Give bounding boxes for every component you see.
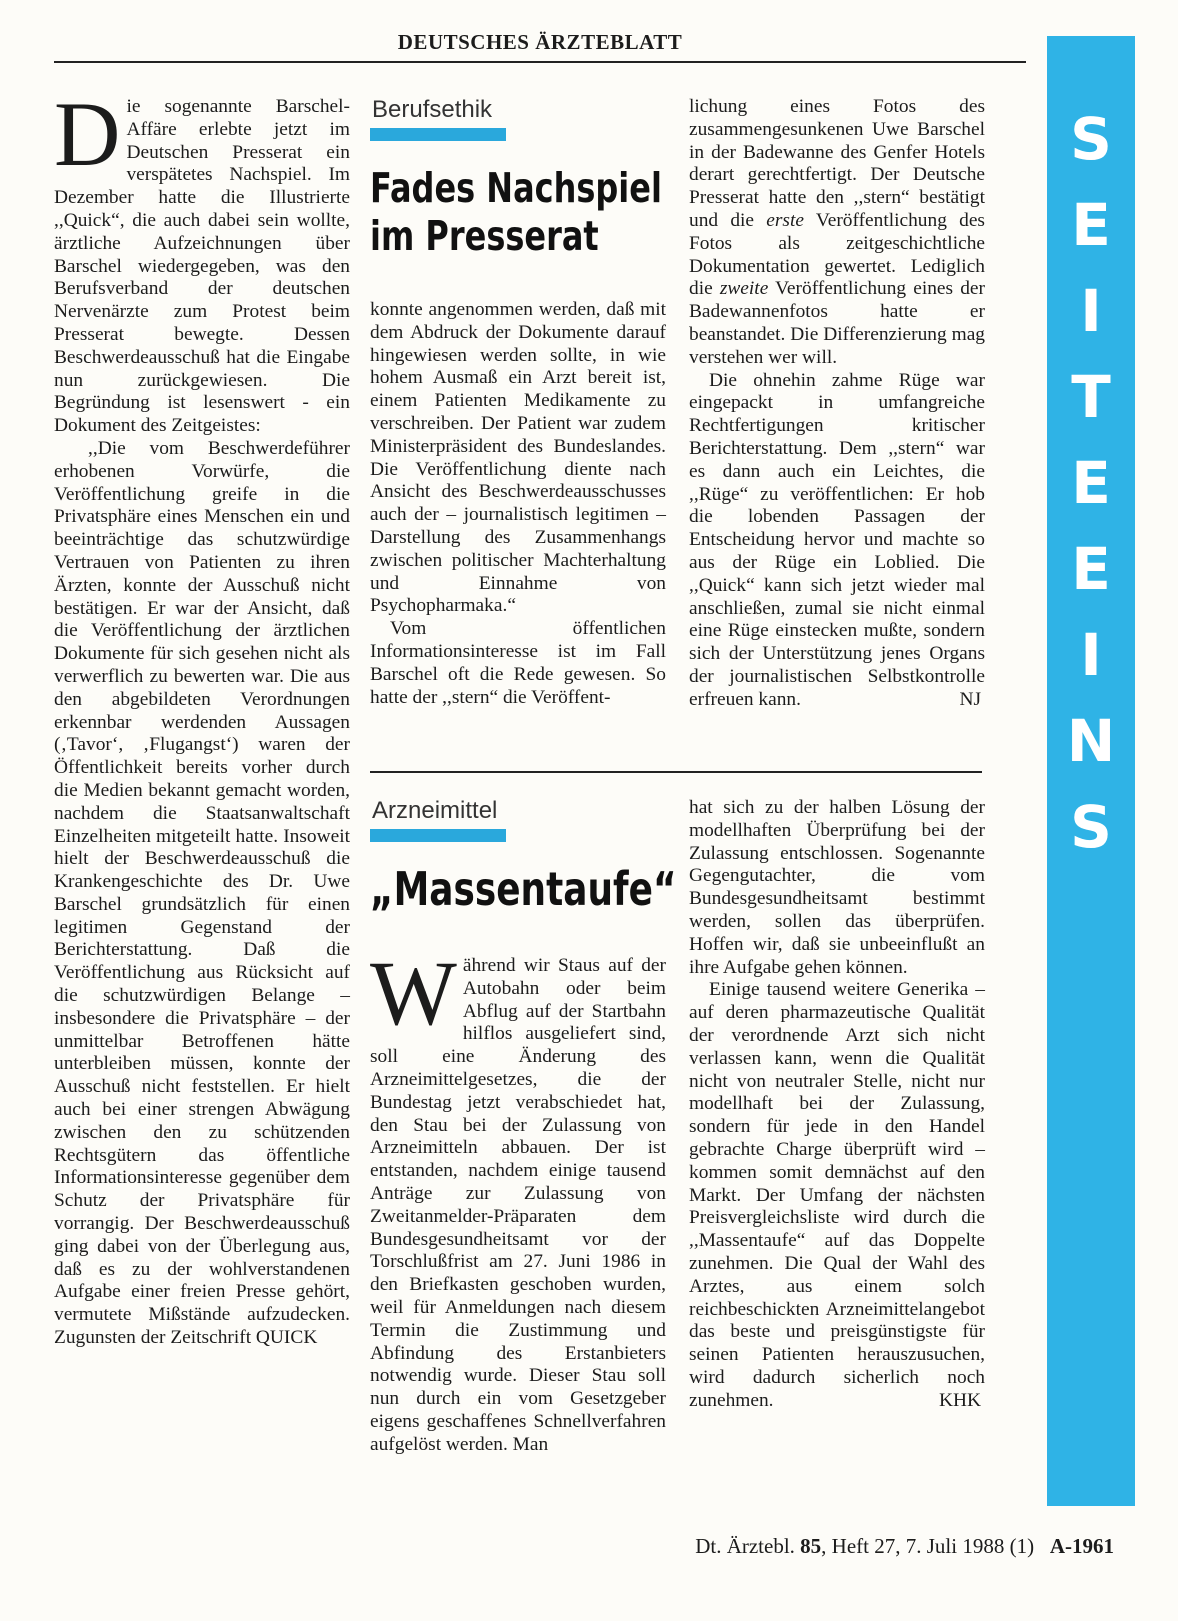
dropcap-d: D bbox=[54, 83, 121, 185]
sidebar-letter: S bbox=[1070, 105, 1112, 173]
article2-col3-paragraph1: hat sich zu der halben Lösung der modellhaften Überprüfung bei der Zulassung entschlossen. Sogenannte Gegengutachter, die vom Bundesgesundheitsamt bestimmt werden, sollen das überprüfen. Hoffen wir, daß sie unbeeinflußt an ihre Aufgabe gehen können. bbox=[689, 797, 985, 978]
section-bar-arzneimittel bbox=[370, 829, 506, 842]
section-bar-berufsethik bbox=[370, 128, 506, 141]
article1-col3-paragraph2 bbox=[689, 370, 985, 712]
col3-text-b: Veröffentlichung des Fotos als zeitgeschichtliche Dokumentation gewertet. Lediglich die bbox=[689, 209, 985, 300]
article1-column1 bbox=[54, 83, 350, 1350]
masthead: DEUTSCHES ÄRZTEBLATT bbox=[397, 30, 683, 54]
sidebar-letter: T bbox=[1071, 363, 1111, 431]
sidebar-lettering bbox=[1047, 96, 1135, 870]
article2-column2 bbox=[370, 942, 666, 1457]
article1-col2-paragraph1: konnte angenommen werden, daß mit dem Abdruck der Dokumente darauf hingewiesen werden sollte, in wie hohem Ausmaß ein Arzt bereit ist, einem Patienten Medikamente zu verschreiben. Der Patient war zudem Ministerpräsident des Bundeslandes. Die Veröffentlichung diente nach Ansicht des Beschwerdeausschusses auch der – journalistisch legitimen – Darstellung des Zusammenhangs zwischen politischer Machterhaltung und Einnahme von Psychopharmaka.“ bbox=[370, 299, 666, 617]
sidebar-letter: N bbox=[1066, 707, 1116, 775]
sidebar-letter: E bbox=[1071, 449, 1111, 517]
col3-emphasis-zweite: zweite bbox=[719, 278, 769, 300]
footer-volume: 85 bbox=[800, 1534, 822, 1558]
col3-emphasis-erste: erste bbox=[766, 209, 804, 231]
article1-col1-quote: ,,Die vom Beschwerdeführer erhobenen Vorwürfe, die Veröffentlichung greife in die Privatsphäre eines Menschen ein und beeinträchtige das schutzwürdige Vertrauen von Patienten zu ihren Ärzten, konnte der Ausschuß nicht bestätigen. Er war der Ansicht, daß die Veröffentlichung der ärztlichen Dokumente für sich gesehen nicht als verwerflich zu bewerten war. Die aus den abgebildeten Verordnungen erkennbar werdenden Aussagen (‚Tavor‘, ‚Flugangst‘) waren der Öffentlichkeit bereits vorher durch die Medien bekannt gemacht worden, nachdem die Staatsanwaltschaft Einzelheiten mitgeteilt hatte. Insoweit hielt der Beschwerdeausschuß die Krankengeschichte des Dr. Uwe Barschel grundsätzlich für einen legitimen Gegenstand der Berichterstattung. Daß die Veröffentlichung aus Rücksicht auf die schutzwürdigen Belange – insbesondere die Privatsphäre – der unmittelbar Betroffenen hätte unterbleiben müssen, konnte der Ausschuß nicht feststellen. Er hielt auch bei einer strengen Abwägung zwischen den zu schützenden Rechtsgütern das öffentliche Informationsinteresse gegenüber dem Schutz der Privatsphäre für vorrangig. Der Beschwerdeausschuß ging dabei von der Überlegung aus, daß es zu der wohlverstandenen Aufgabe einer freien Presse gehört, vermutete Mißstände aufzudecken. Zugunsten der Zeitschrift QUICK bbox=[54, 437, 350, 1349]
section-label-arzneimittel: Arzneimittel bbox=[372, 797, 498, 824]
col3-text-p2: Die ohnehin zahme Rüge war eingepackt in umfangreiche Rechtfertigungen kritischer Berichterstattung. Dem ,,stern“ war es dann auch ein Leichtes, die ,,Rüge“ zu veröffentlichen: Er hob die lobenden Passagen der Entscheidung hervor und machte so aus der Rüge ein Loblied. Die ,,Quick“ kann sich jetzt wieder mal anschließen, zumal sie nicht einmal eine Rüge einstecken mußte, sondern sich der Unterstützung jenes Organs der journalistischen Selbstkontrolle erfreuen kann. bbox=[689, 369, 985, 710]
article-divider bbox=[370, 771, 982, 773]
col3-text-c: Veröffentlichung eines der Badewannenfotos hatte er beanstandet. Die Differenzierung mag verstehen wer will. bbox=[689, 278, 985, 368]
article2-col3-text-p2: Einige tausend weitere Generika – auf deren pharmazeutische Qualität der verordnende Arzt sich nicht verlassen kann, wenn die Qualität nicht von neutraler Stelle, nicht nur modellhaft bei der Zulassung, sondern für jede in den Handel gebrachte Charge überprüft wird – kommen somit demnächst auf den Markt. Der Umfang der nächsten Preisvergleichsliste wird durch die ,,Massentaufe“ auf das Doppelte zunehmen. Die Qual der Wahl des Arztes, aus einem solch reichbeschickten Arzneimittelangebot das beste und preisgünstigste für seinen Patienten herauszusuchen, wird dadurch sicherlich noch zunehmen. bbox=[689, 979, 985, 1411]
signature-khk: KHK bbox=[938, 1389, 981, 1411]
article2-col2-paragraph1 bbox=[370, 942, 666, 1457]
footer-journal: Dt. Ärztebl. bbox=[695, 1534, 801, 1558]
article1-col1-paragraph1 bbox=[54, 83, 350, 438]
sidebar-letter: I bbox=[1080, 621, 1102, 689]
headline-line-2: im Presserat bbox=[370, 212, 599, 260]
sidebar-letter: E bbox=[1071, 535, 1111, 603]
dropcap-w: W bbox=[370, 942, 457, 1044]
headline-line-1: Fades Nachspiel bbox=[370, 164, 662, 212]
article1-col1-text1: ie sogenannte Barschel-Affäre erlebte jetzt im Deutschen Presserat ein verspätetes Nachspiel. Im Dezember hatte die Illustrierte ,,Quick“, die auch dabei sein wollte, ärztliche Aufzeichnungen über Barschel wiedergegeben, was den Berufsverband der deutschen Nervenärzte zum Protest beim Presserat bewegte. Dessen Beschwerdeausschuß hat die Eingabe nun zurückgewiesen. Die Begründung ist lesenswert - ein Dokument des Zeitgeistes: bbox=[54, 96, 350, 437]
seite-eins-sidebar bbox=[1047, 36, 1135, 1506]
article2-col3-paragraph2 bbox=[689, 979, 985, 1412]
footer-issue: , Heft 27, 7. Juli 1988 (1) bbox=[821, 1534, 1035, 1558]
article1-col2-paragraph2: Vom öffentlichen Informationsinteresse ist im Fall Barschel oft die Rede gewesen. So hatte der ,,stern“ die Veröffent- bbox=[370, 618, 666, 708]
headline-massentaufe: „Massentaufe“ bbox=[370, 862, 677, 916]
signature-nj: NJ bbox=[959, 688, 981, 710]
sidebar-letter: I bbox=[1080, 277, 1102, 345]
masthead-rule bbox=[54, 61, 1026, 63]
article2-col2-text: ährend wir Staus auf der Autobahn oder beim Abflug auf der Startbahn hilflos ausgeliefert sind, soll eine Änderung des Arzneimittelgesetzes, die der Bundestag jetzt verabschiedet hat, den Stau bei der Zulassung von Arzneimitteln abbauen. Der ist entstanden, nachdem einige tausend Anträge zur Zulassung von Zweitanmelder-Präparaten dem Bundesgesundheitsamt vor der Torschlußfrist am 27. Juni 1986 in den Briefkasten geschoben wurden, weil für Anmeldungen nach diesem Termin die Zustimmung und Abfindung des Erstanbieters notwendig wurde. Dieser Stau soll nun durch ein vom Gesetzgeber eigens geschaffenes Schnellverfahren aufgelöst werden. Man bbox=[370, 955, 666, 1455]
col3-text-a: lichung eines Fotos des zusammengesunkenen Uwe Barschel in der Badewanne des Genfer Hotels derart gerechtfertigt. Der Deutsche Presserat hatte den ,,stern“ bestätigt und die bbox=[689, 96, 985, 231]
article1-column3 bbox=[689, 96, 985, 712]
sidebar-letter: E bbox=[1071, 191, 1111, 259]
sidebar-letter: S bbox=[1070, 793, 1112, 861]
article1-col3-paragraph1 bbox=[689, 96, 985, 370]
article1-column2 bbox=[370, 299, 666, 709]
page-footer bbox=[695, 1534, 1114, 1559]
section-label-berufsethik: Berufsethik bbox=[372, 96, 493, 123]
article2-column3 bbox=[689, 797, 985, 1413]
headline-fades-nachspiel bbox=[370, 164, 662, 260]
footer-page-number: A-1961 bbox=[1049, 1534, 1114, 1558]
